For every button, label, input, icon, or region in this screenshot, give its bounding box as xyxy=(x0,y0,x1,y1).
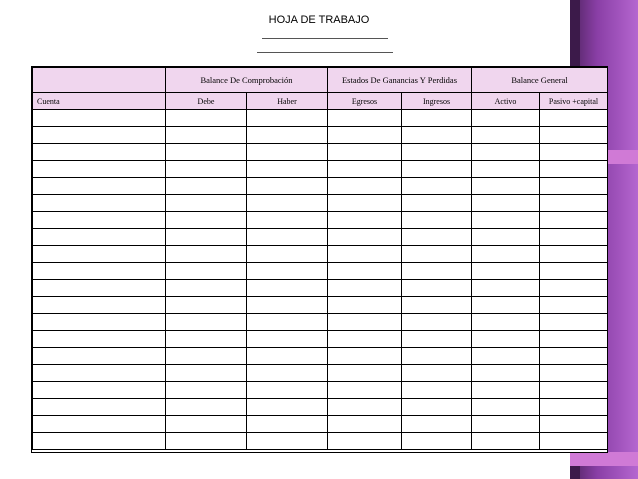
column-header-ingresos: Ingresos xyxy=(402,93,472,110)
cell-pasivo-capital[interactable] xyxy=(540,246,608,263)
cell-ingresos[interactable] xyxy=(402,382,472,399)
cell-debe[interactable] xyxy=(166,314,247,331)
cell-haber[interactable] xyxy=(247,331,328,348)
cell-haber[interactable] xyxy=(247,161,328,178)
group-header-estados-ganancias: Estados De Ganancias Y Perdidas xyxy=(328,68,472,93)
cell-activo[interactable] xyxy=(472,433,540,450)
cell-ingresos[interactable] xyxy=(402,433,472,450)
cell-debe[interactable] xyxy=(166,331,247,348)
worksheet-table-container xyxy=(31,66,608,453)
cell-activo[interactable] xyxy=(472,195,540,212)
cell-egresos[interactable] xyxy=(328,416,402,433)
cell-haber[interactable] xyxy=(247,195,328,212)
cell-ingresos[interactable] xyxy=(402,365,472,382)
cell-egresos[interactable] xyxy=(328,382,402,399)
cell-activo[interactable] xyxy=(472,127,540,144)
table-row xyxy=(33,229,608,246)
cell-debe[interactable] xyxy=(166,246,247,263)
cell-haber[interactable] xyxy=(247,314,328,331)
cell-ingresos[interactable] xyxy=(402,127,472,144)
cell-ingresos[interactable] xyxy=(402,178,472,195)
cell-activo[interactable] xyxy=(472,110,540,127)
cell-activo[interactable] xyxy=(472,382,540,399)
cell-egresos[interactable] xyxy=(328,178,402,195)
cell-haber[interactable] xyxy=(247,365,328,382)
cell-debe[interactable] xyxy=(166,195,247,212)
table-row xyxy=(33,416,608,433)
cell-ingresos[interactable] xyxy=(402,280,472,297)
table-row xyxy=(33,433,608,450)
cell-cuenta[interactable] xyxy=(33,314,166,331)
table-row xyxy=(33,314,608,331)
title-underline xyxy=(262,38,388,39)
cell-haber[interactable] xyxy=(247,178,328,195)
cell-pasivo-capital[interactable] xyxy=(540,229,608,246)
cell-egresos[interactable] xyxy=(328,348,402,365)
cell-cuenta[interactable] xyxy=(33,195,166,212)
cell-cuenta[interactable] xyxy=(33,246,166,263)
cell-pasivo-capital[interactable] xyxy=(540,144,608,161)
cell-pasivo-capital[interactable] xyxy=(540,110,608,127)
cell-ingresos[interactable] xyxy=(402,212,472,229)
table-row xyxy=(33,399,608,416)
cell-haber[interactable] xyxy=(247,416,328,433)
cell-debe[interactable] xyxy=(166,127,247,144)
table-row xyxy=(33,195,608,212)
cell-debe[interactable] xyxy=(166,280,247,297)
cell-pasivo-capital[interactable] xyxy=(540,161,608,178)
table-row xyxy=(33,127,608,144)
table-row xyxy=(33,161,608,178)
cell-haber[interactable] xyxy=(247,297,328,314)
cell-cuenta[interactable] xyxy=(33,416,166,433)
cell-activo[interactable] xyxy=(472,314,540,331)
cell-haber[interactable] xyxy=(247,144,328,161)
cell-debe[interactable] xyxy=(166,433,247,450)
cell-cuenta[interactable] xyxy=(33,433,166,450)
cell-activo[interactable] xyxy=(472,348,540,365)
cell-ingresos[interactable] xyxy=(402,399,472,416)
cell-pasivo-capital[interactable] xyxy=(540,433,608,450)
column-header-egresos: Egresos xyxy=(328,93,402,110)
table-row xyxy=(33,144,608,161)
cell-cuenta[interactable] xyxy=(33,161,166,178)
cell-debe[interactable] xyxy=(166,348,247,365)
cell-debe[interactable] xyxy=(166,263,247,280)
side-band-accent-bar xyxy=(570,452,638,466)
cell-activo[interactable] xyxy=(472,229,540,246)
cell-egresos[interactable] xyxy=(328,229,402,246)
cell-activo[interactable] xyxy=(472,246,540,263)
cell-cuenta[interactable] xyxy=(33,229,166,246)
cell-cuenta[interactable] xyxy=(33,348,166,365)
cell-activo[interactable] xyxy=(472,365,540,382)
cell-egresos[interactable] xyxy=(328,144,402,161)
cell-ingresos[interactable] xyxy=(402,348,472,365)
cell-ingresos[interactable] xyxy=(402,416,472,433)
cell-cuenta[interactable] xyxy=(33,263,166,280)
cell-activo[interactable] xyxy=(472,144,540,161)
cell-pasivo-capital[interactable] xyxy=(540,127,608,144)
column-header-row xyxy=(33,93,608,110)
cell-activo[interactable] xyxy=(472,161,540,178)
column-header-pasivo-capital: Pasivo +capital xyxy=(540,93,608,110)
cell-pasivo-capital[interactable] xyxy=(540,178,608,195)
cell-egresos[interactable] xyxy=(328,365,402,382)
cell-ingresos[interactable] xyxy=(402,246,472,263)
cell-egresos[interactable] xyxy=(328,161,402,178)
cell-debe[interactable] xyxy=(166,110,247,127)
group-header-balance-comprobacion: Balance De Comprobación xyxy=(166,68,328,93)
cell-debe[interactable] xyxy=(166,161,247,178)
column-header-haber: Haber xyxy=(247,93,328,110)
cell-haber[interactable] xyxy=(247,382,328,399)
cell-debe[interactable] xyxy=(166,365,247,382)
group-header-empty xyxy=(33,68,166,93)
cell-ingresos[interactable] xyxy=(402,110,472,127)
group-header-balance-general: Balance General xyxy=(472,68,608,93)
cell-haber[interactable] xyxy=(247,433,328,450)
table-row xyxy=(33,280,608,297)
cell-pasivo-capital[interactable] xyxy=(540,416,608,433)
cell-activo[interactable] xyxy=(472,212,540,229)
cell-pasivo-capital[interactable] xyxy=(540,399,608,416)
worksheet-table xyxy=(32,67,608,450)
cell-haber[interactable] xyxy=(247,348,328,365)
cell-activo[interactable] xyxy=(472,297,540,314)
cell-ingresos[interactable] xyxy=(402,161,472,178)
cell-pasivo-capital[interactable] xyxy=(540,331,608,348)
cell-activo[interactable] xyxy=(472,416,540,433)
cell-ingresos[interactable] xyxy=(402,297,472,314)
cell-egresos[interactable] xyxy=(328,263,402,280)
cell-cuenta[interactable] xyxy=(33,212,166,229)
column-header-cuenta: Cuenta xyxy=(33,93,166,110)
cell-cuenta[interactable] xyxy=(33,280,166,297)
cell-ingresos[interactable] xyxy=(402,263,472,280)
cell-cuenta[interactable] xyxy=(33,331,166,348)
cell-haber[interactable] xyxy=(247,263,328,280)
cell-ingresos[interactable] xyxy=(402,314,472,331)
cell-egresos[interactable] xyxy=(328,297,402,314)
cell-debe[interactable] xyxy=(166,416,247,433)
cell-cuenta[interactable] xyxy=(33,297,166,314)
cell-egresos[interactable] xyxy=(328,280,402,297)
cell-cuenta[interactable] xyxy=(33,144,166,161)
cell-pasivo-capital[interactable] xyxy=(540,365,608,382)
group-header-row xyxy=(33,68,608,93)
cell-egresos[interactable] xyxy=(328,127,402,144)
cell-egresos[interactable] xyxy=(328,212,402,229)
cell-egresos[interactable] xyxy=(328,314,402,331)
table-row xyxy=(33,382,608,399)
cell-ingresos[interactable] xyxy=(402,195,472,212)
cell-pasivo-capital[interactable] xyxy=(540,263,608,280)
cell-cuenta[interactable] xyxy=(33,110,166,127)
cell-activo[interactable] xyxy=(472,178,540,195)
table-row xyxy=(33,331,608,348)
cell-activo[interactable] xyxy=(472,331,540,348)
cell-pasivo-capital[interactable] xyxy=(540,297,608,314)
cell-pasivo-capital[interactable] xyxy=(540,314,608,331)
table-row xyxy=(33,110,608,127)
cell-cuenta[interactable] xyxy=(33,365,166,382)
cell-haber[interactable] xyxy=(247,229,328,246)
cell-cuenta[interactable] xyxy=(33,127,166,144)
cell-pasivo-capital[interactable] xyxy=(540,280,608,297)
cell-egresos[interactable] xyxy=(328,110,402,127)
cell-debe[interactable] xyxy=(166,229,247,246)
table-row xyxy=(33,212,608,229)
cell-debe[interactable] xyxy=(166,297,247,314)
table-row xyxy=(33,348,608,365)
cell-debe[interactable] xyxy=(166,382,247,399)
cell-haber[interactable] xyxy=(247,280,328,297)
cell-haber[interactable] xyxy=(247,212,328,229)
title-underline xyxy=(257,52,393,53)
column-header-activo: Activo xyxy=(472,93,540,110)
cell-pasivo-capital[interactable] xyxy=(540,382,608,399)
cell-egresos[interactable] xyxy=(328,433,402,450)
cell-pasivo-capital[interactable] xyxy=(540,195,608,212)
table-row xyxy=(33,178,608,195)
table-row xyxy=(33,263,608,280)
cell-pasivo-capital[interactable] xyxy=(540,212,608,229)
cell-haber[interactable] xyxy=(247,399,328,416)
cell-activo[interactable] xyxy=(472,399,540,416)
table-row xyxy=(33,246,608,263)
cell-debe[interactable] xyxy=(166,144,247,161)
cell-activo[interactable] xyxy=(472,263,540,280)
cell-debe[interactable] xyxy=(166,178,247,195)
cell-cuenta[interactable] xyxy=(33,382,166,399)
cell-cuenta[interactable] xyxy=(33,399,166,416)
cell-activo[interactable] xyxy=(472,280,540,297)
cell-debe[interactable] xyxy=(166,212,247,229)
table-row xyxy=(33,365,608,382)
table-row xyxy=(33,297,608,314)
cell-ingresos[interactable] xyxy=(402,229,472,246)
column-header-debe: Debe xyxy=(166,93,247,110)
cell-haber[interactable] xyxy=(247,110,328,127)
cell-egresos[interactable] xyxy=(328,399,402,416)
cell-debe[interactable] xyxy=(166,399,247,416)
cell-egresos[interactable] xyxy=(328,195,402,212)
cell-pasivo-capital[interactable] xyxy=(540,348,608,365)
cell-ingresos[interactable] xyxy=(402,331,472,348)
cell-egresos[interactable] xyxy=(328,246,402,263)
page-title: HOJA DE TRABAJO xyxy=(268,14,370,26)
cell-cuenta[interactable] xyxy=(33,178,166,195)
cell-haber[interactable] xyxy=(247,246,328,263)
cell-ingresos[interactable] xyxy=(402,144,472,161)
cell-egresos[interactable] xyxy=(328,331,402,348)
cell-haber[interactable] xyxy=(247,127,328,144)
